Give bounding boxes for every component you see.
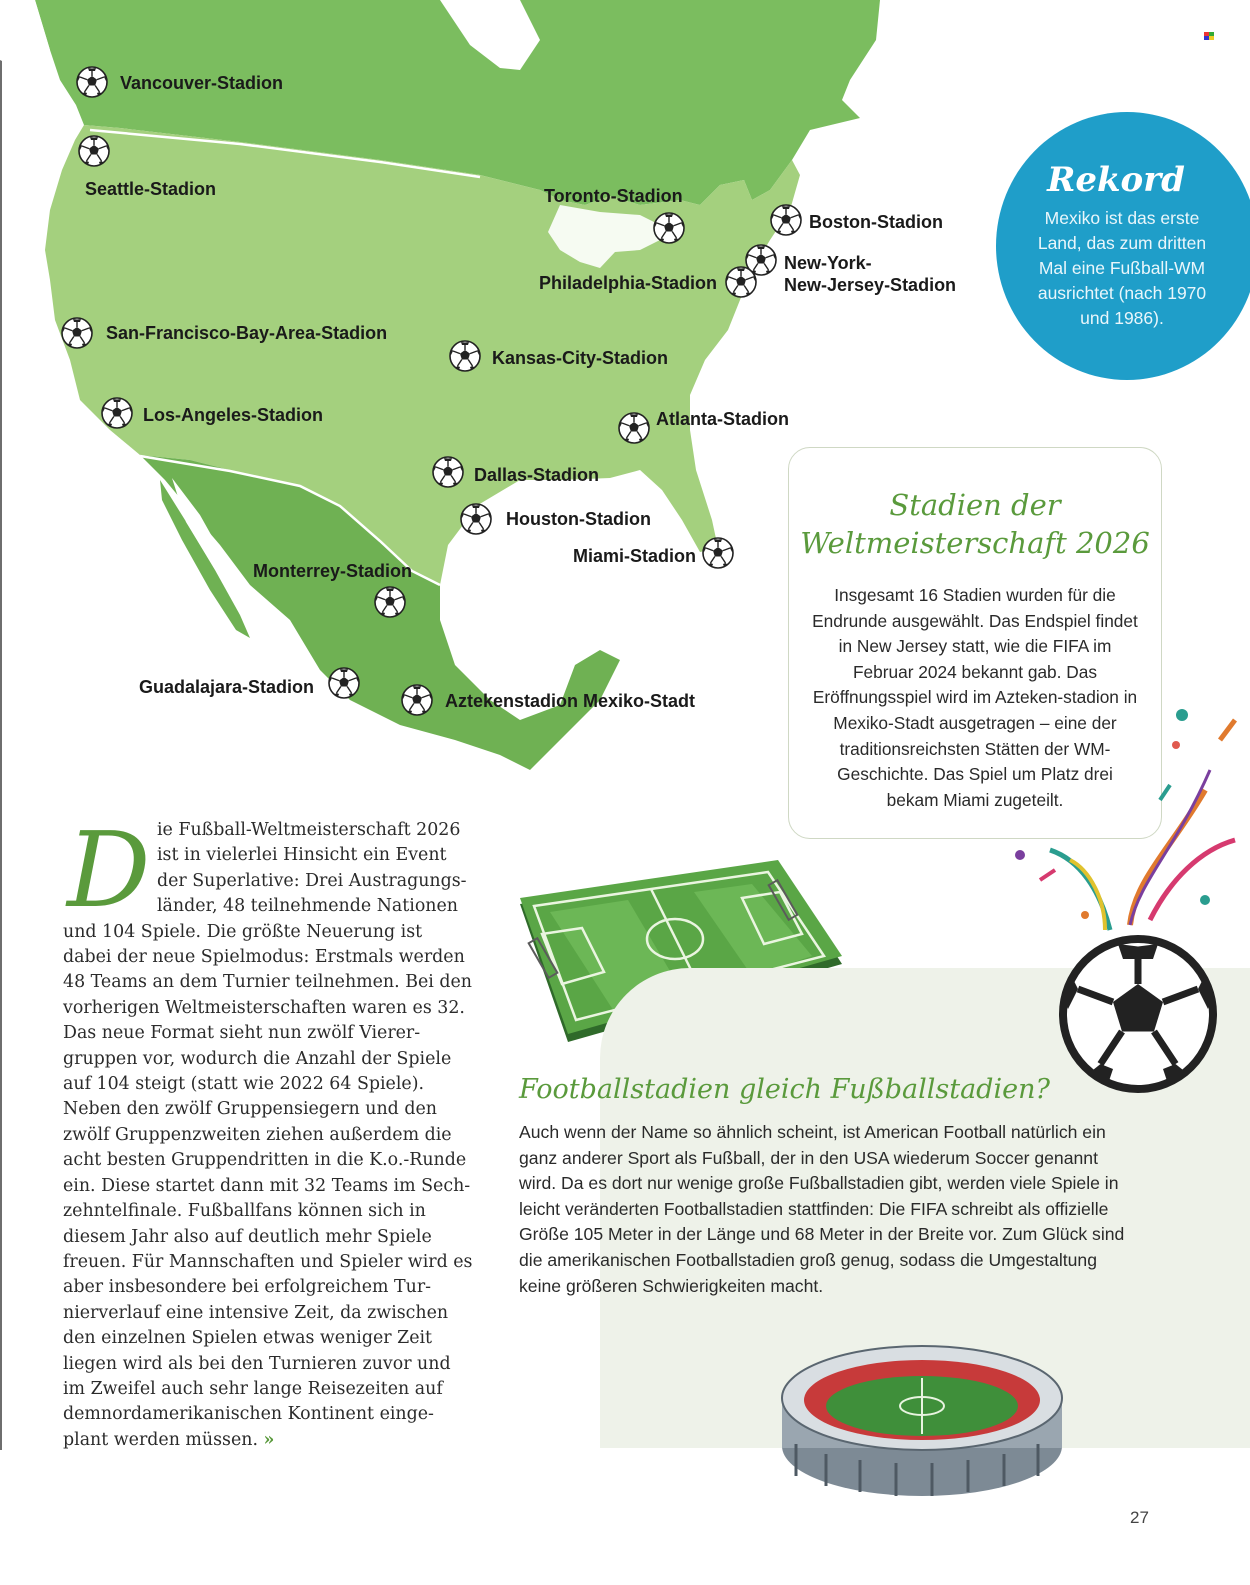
stadium-label-miami: Miami-Stadion xyxy=(573,546,697,566)
dropcap-letter xyxy=(63,822,151,918)
soccer-ball-icon xyxy=(432,456,464,488)
soccer-ball-icon xyxy=(460,503,492,535)
card-title-line2: Weltmeisterschaft 2026 xyxy=(800,526,1150,560)
football-section-title: Footballstadien gleich Fußballstadien? xyxy=(519,1074,1050,1105)
soccer-ball-icon xyxy=(328,667,360,699)
stadium-label-guadalajara: Guadalajara-Stadion xyxy=(139,677,315,697)
card-title-line1: Stadien der xyxy=(889,488,1061,522)
football-section-text: Auch wenn der Name so ähnlich scheint, ist American Football natürlich ein ganz anderer Sport als Fußball, der in den USA wiederum Soccer genannt wird. Da es dort nur wenige große Fußballstadien gibt, werden viele Spiele in leicht veränderten Footballstadien stattfinden: Die FIFA schreibt als offizielle Größe 105 Meter in der Länge und 68 Meter in der Breite vor. Zum Glück sind die amerikanischen Footballstadien groß genug, sodass die Umgestaltung keine größeren Schwierigkeiten macht. xyxy=(519,1122,1125,1296)
svg-text:D: D xyxy=(67,822,151,918)
rekord-callout xyxy=(996,112,1250,380)
stadium-label-monterrey: Monterrey-Stadion xyxy=(253,561,413,581)
stadium-label-los-angeles: Los-Angeles-Stadion xyxy=(143,405,324,425)
soccer-ball-icon xyxy=(61,317,93,349)
soccer-ball-icon xyxy=(618,412,650,444)
stadium-illustration xyxy=(776,1336,1068,1501)
stadium-label-new-jersey: New-Jersey-Stadion xyxy=(784,275,957,295)
article-body: ie Fußball-Weltmeisterschaft 2026 ist in vielerlei Hinsicht ein Event der Superlative: Drei Austragungs-länder, 48 teilnehmende Nationen und 104 Spiele. Die größte Neuerung ist dabei der neue Spielmodus: Erstmals werden 48 Teams an dem Turnier teilnehmen. Bei den vorherigen Weltmeisterschaften waren es 32. Das neue Format sieht nun zwölf Vierer-gruppen vor, wodurch die Anzahl der Spiele auf 104 steigt (statt wie 2022 64 Spiele). Neben den zwölf Gruppensiegern und den zwölf Gruppenzweiten ziehen außerdem die acht besten Gruppendritten in die K.o.-Runde ein. Diese startet dann mit 32 Teams im Sech-zehntelfinale. Fußballfans können sich in diesem Jahr also auf deutlich mehr Spiele freuen. Für Mannschaften und Spieler wird es aber insbesondere bei erfolgreichem Tur-nierverlauf eine intensive Zeit, da zwischen den einzelnen Spielen etwas weniger Zeit liegen wird als bei den Turnieren zuvor und im Zweifel auch sehr lange Reisezeiten auf demnordamerikanischen Kontinent einge-plant werden müssen. xyxy=(63,820,473,1450)
soccer-ball-icon xyxy=(401,684,433,716)
stadium-label-boston: Boston-Stadion xyxy=(809,212,943,232)
stadium-label-dallas: Dallas-Stadion xyxy=(474,465,600,485)
main-article xyxy=(63,818,473,1453)
color-mark-icon xyxy=(1204,32,1214,40)
soccer-ball-icon xyxy=(76,66,108,98)
continue-arrow: » xyxy=(263,1429,275,1450)
soccer-ball-icon xyxy=(374,586,406,618)
stadium-label-mexico-city: Aztekenstadion Mexiko-Stadt xyxy=(445,691,696,711)
stadium-label-kansas-city: Kansas-City-Stadion xyxy=(492,348,669,368)
stadium-label-san-francisco: San-Francisco-Bay-Area-Stadion xyxy=(106,323,388,343)
stadium-label-seattle: Seattle-Stadion xyxy=(85,179,217,199)
rekord-text: Mexiko ist das erste Land, das zum dritten Mal eine Fußball-WM ausrichtet (nach 1970 und 1986). xyxy=(1037,208,1207,328)
stadium-label-atlanta: Atlanta-Stadion xyxy=(656,409,789,429)
soccer-ball-icon xyxy=(702,537,734,569)
confetti-illustration xyxy=(1010,700,1250,940)
page-number: 27 xyxy=(1130,1508,1149,1527)
card-title xyxy=(789,486,1161,562)
stadium-label-toronto: Toronto-Stadion xyxy=(544,186,683,206)
soccer-ball-icon xyxy=(653,212,685,244)
stadium-label-new-york: New-York- xyxy=(784,253,872,273)
card-text: Insgesamt 16 Stadien wurden für die Endrunde ausgewählt. Das Endspiel findet in New Jersey statt, wie die FIFA im Februar 2024 bekannt gab. Das Eröffnungsspiel wird im Azteken-stadion in Mexiko-Stadt ausgetragen – eine der traditionsreichsten Stätten der WM-Geschichte. Das Spiel um Platz drei bekam Miami zugeteilt. xyxy=(812,585,1138,810)
stadium-label-vancouver: Vancouver-Stadion xyxy=(120,73,284,93)
soccer-ball-icon xyxy=(449,340,481,372)
stadium-label-houston: Houston-Stadion xyxy=(506,509,651,529)
soccer-ball-icon xyxy=(770,204,802,236)
rekord-title: Rekord xyxy=(1047,160,1185,200)
soccer-ball-icon xyxy=(101,397,133,429)
stadium-label-philadelphia: Philadelphia-Stadion xyxy=(539,273,718,293)
soccer-ball-icon xyxy=(78,135,110,167)
big-soccer-ball-icon xyxy=(1058,934,1218,1094)
soccer-ball-icon xyxy=(725,266,757,298)
